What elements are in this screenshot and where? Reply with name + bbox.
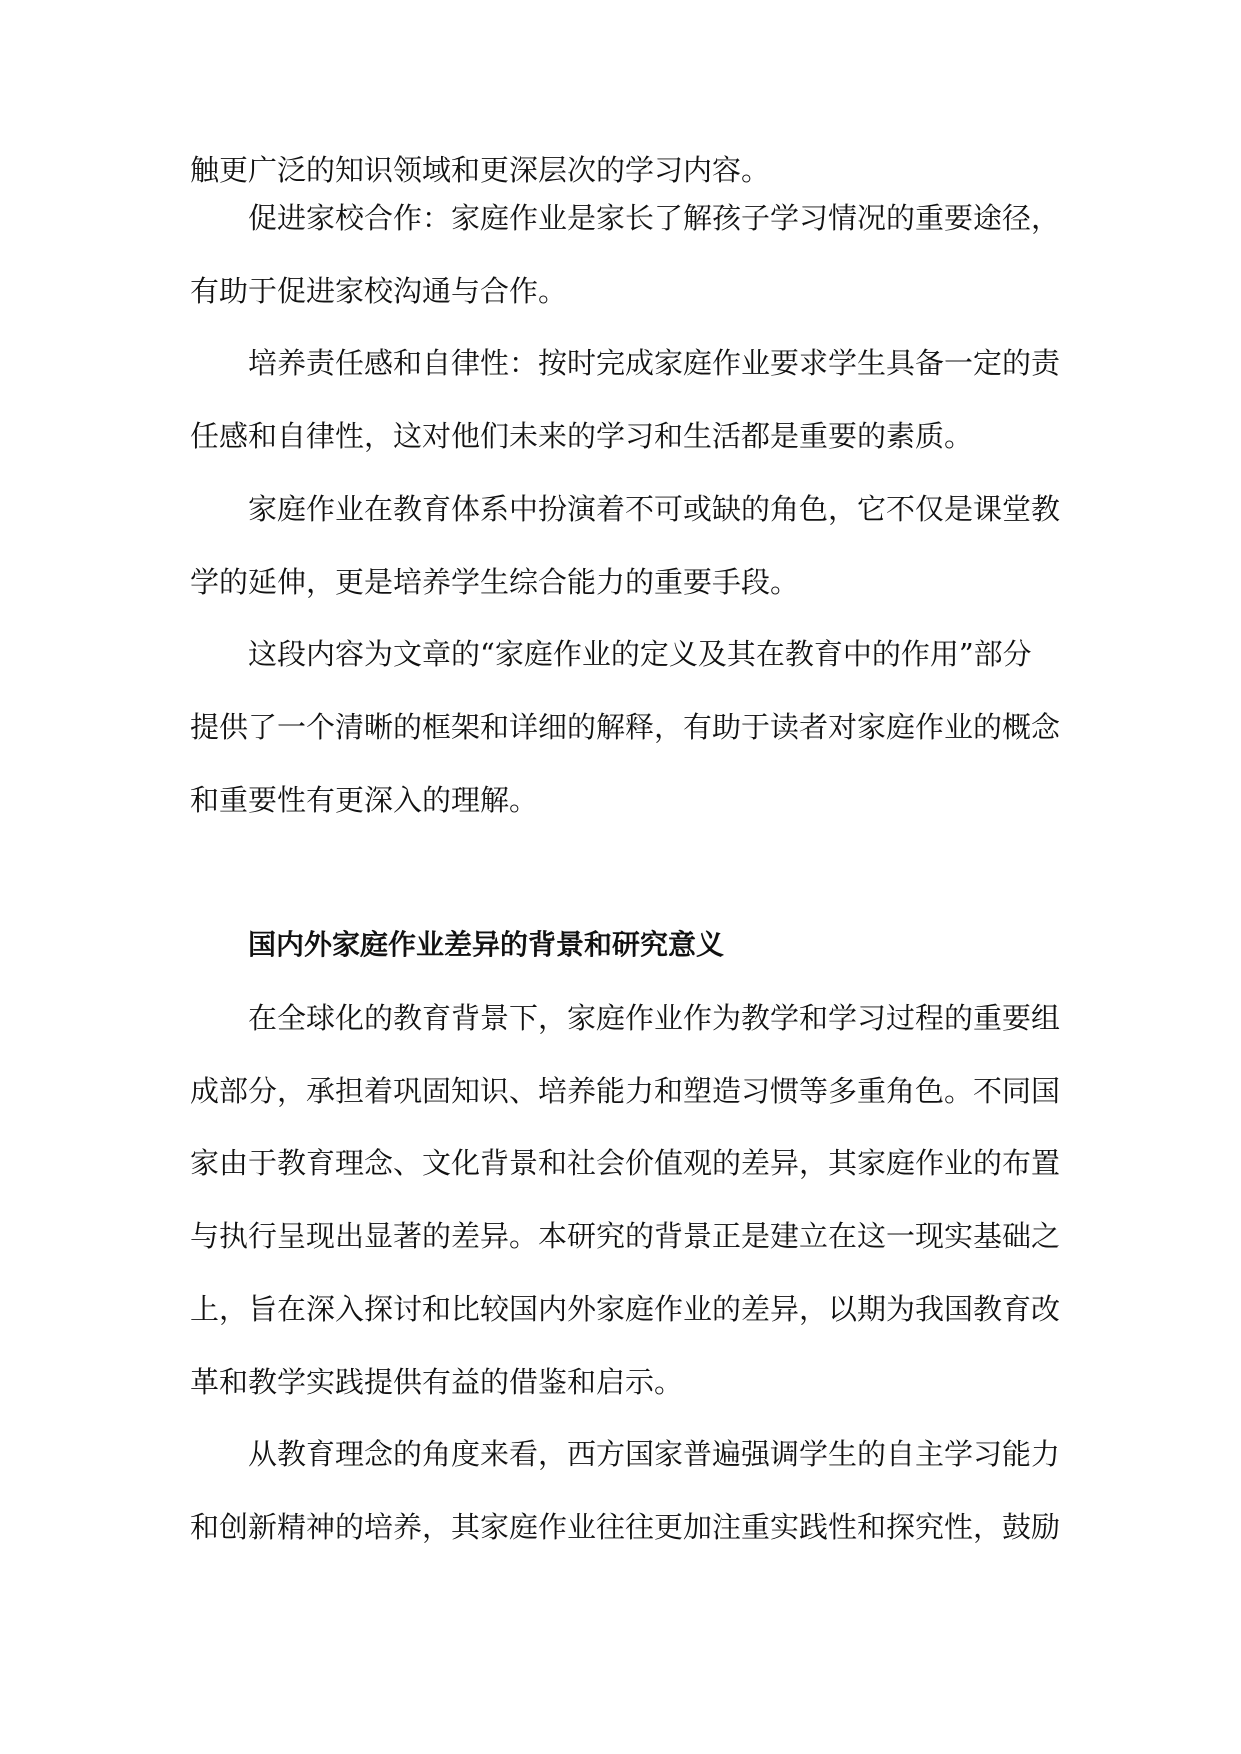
text-line: 成部分，承担着巩固知识、培养能力和塑造习惯等多重角色。不同国 (190, 1074, 1061, 1108)
text-line: 上，旨在深入探讨和比较国内外家庭作业的差异，以期为我国教育改 (190, 1292, 1061, 1326)
text-line: 和重要性有更深入的理解。 (190, 783, 539, 817)
text-line: 提供了一个清晰的框架和详细的解释，有助于读者对家庭作业的概念 (190, 710, 1061, 744)
text-line: 培养责任感和自律性：按时完成家庭作业要求学生具备一定的责 (248, 346, 1061, 380)
text-line: 触更广泛的知识领域和更深层次的学习内容。 (190, 153, 771, 187)
text-line: 家由于教育理念、文化背景和社会价值观的差异，其家庭作业的布置 (190, 1146, 1061, 1180)
text-line: 有助于促进家校沟通与合作。 (190, 274, 568, 308)
text-line: 与执行呈现出显著的差异。本研究的背景正是建立在这一现实基础之 (190, 1219, 1061, 1253)
text-line: 在全球化的教育背景下，家庭作业作为教学和学习过程的重要组 (248, 1001, 1061, 1035)
text-line: 促进家校合作：家庭作业是家长了解孩子学习情况的重要途径， (248, 201, 1061, 235)
text-line: 这段内容为文章的“家庭作业的定义及其在教育中的作用”部分 (248, 637, 1032, 671)
text-line: 学的延伸，更是培养学生综合能力的重要手段。 (190, 565, 800, 599)
text-line: 革和教学实践提供有益的借鉴和启示。 (190, 1365, 684, 1399)
section-heading: 国内外家庭作业差异的背景和研究意义 (248, 928, 725, 961)
text-line: 家庭作业在教育体系中扮演着不可或缺的角色，它不仅是课堂教 (248, 492, 1061, 526)
text-line: 任感和自律性，这对他们未来的学习和生活都是重要的素质。 (190, 419, 974, 453)
text-line: 从教育理念的角度来看，西方国家普遍强调学生的自主学习能力 (248, 1437, 1061, 1471)
text-line: 和创新精神的培养，其家庭作业往往更加注重实践性和探究性，鼓励 (190, 1510, 1061, 1544)
